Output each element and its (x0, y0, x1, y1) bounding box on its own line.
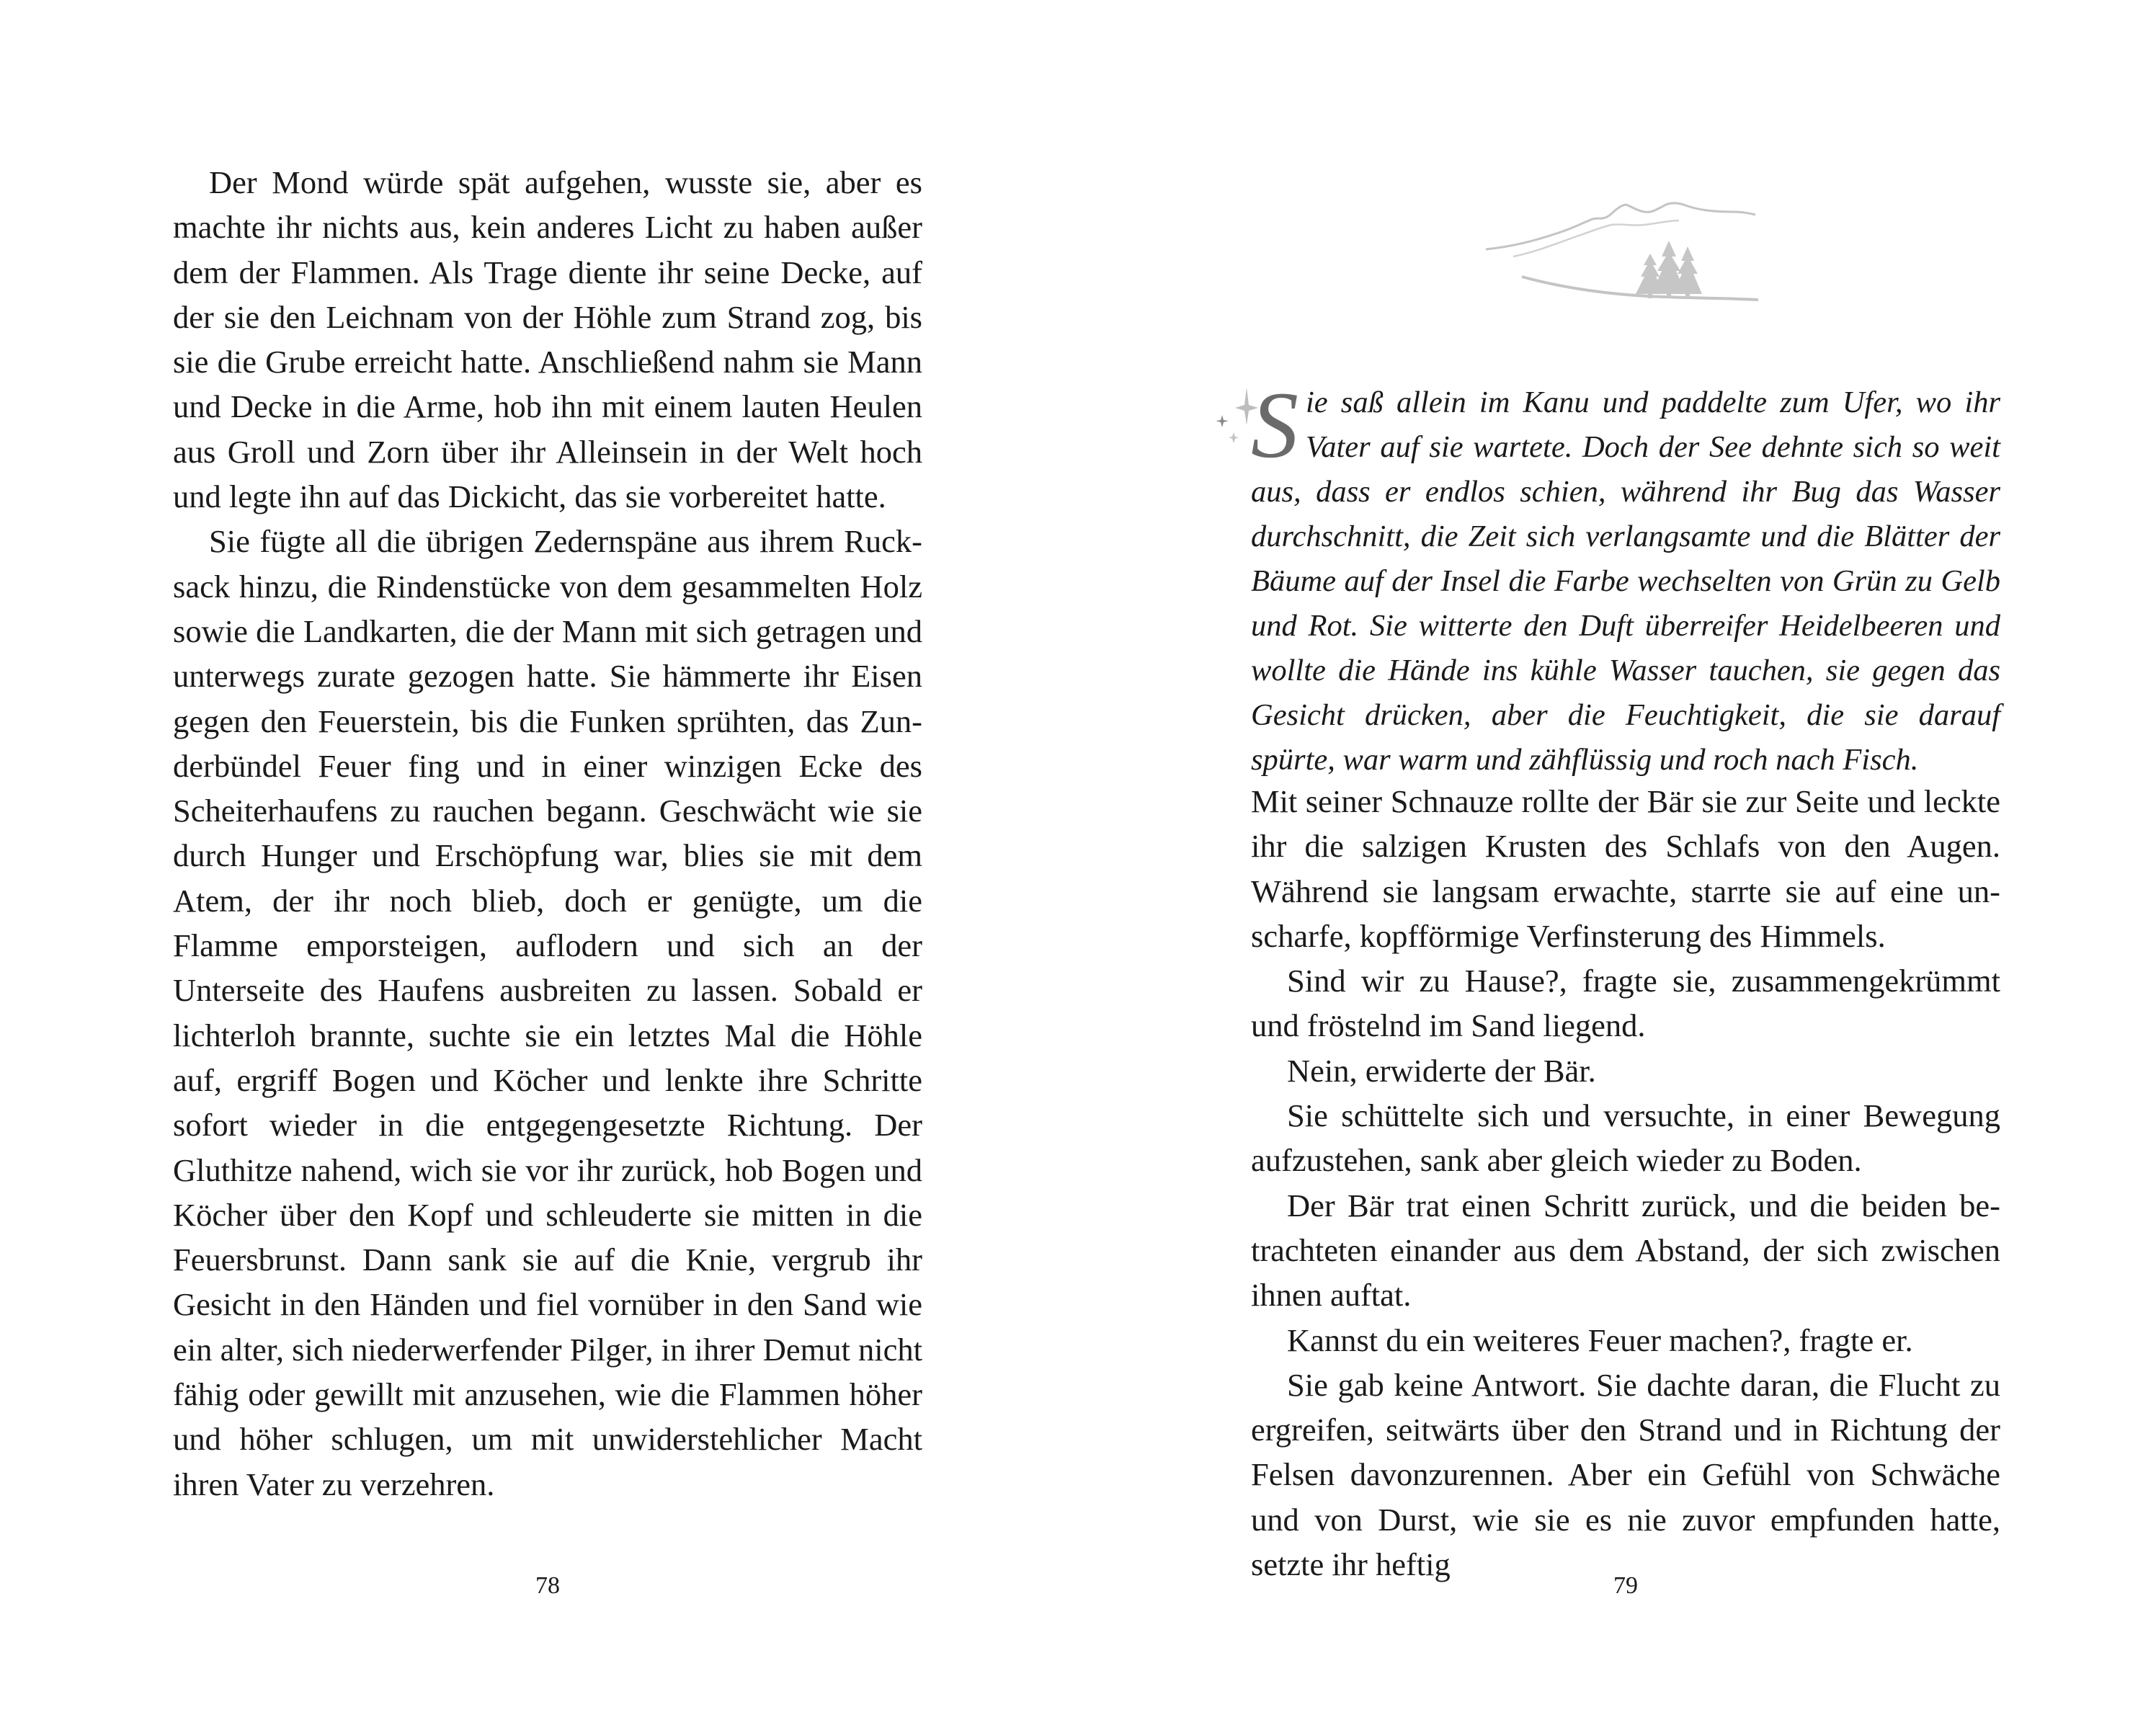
paragraph: Der Mond würde spät aufgehen, wusste sie, aber es machte ihr nichts aus, kein anderes Licht zu haben außer dem der Flammen. Als Trage diente ihr seine Decke, auf der sie den Leichnam von der Höhle zum Strand zog, bis sie die Grube erreicht hatte. Anschließend nahm sie Mann und Decke in die Arme, hob ihn mit einem lauten Heulen aus Groll und Zorn über ihr Alleinsein in der Welt hoch und legte ihn auf das Dickicht, das sie vorbereitet hatte. (173, 164, 922, 515)
paragraph: Sind wir zu Hause?, fragte sie, zusammengekrümmt und fröstelnd im Sand liegend. (1251, 963, 2000, 1044)
drop-cap: S (1251, 372, 1298, 478)
mountain-pine-ornament-icon (1484, 196, 1758, 311)
paragraph: Sie fügte all die übrigen Zedernspäne aus ihrem Rucksack hinzu, die Rindenstücke von dem gesammelten Holz sowie die Landkarten, die der Mann mit sich getragen und unterwegs zurate gezogen hatte. Sie hämmerte ihr Eisen gegen den Feuerstein, bis die Funken sprühten, das Zunderbündel Feuer fing und in einer winzigen Ecke des Scheiterhaufens zu rauchen begann. Geschwächt wie sie durch Hunger und Erschöpfung war, blies sie mit dem Atem, der ihr noch blieb, doch er genügte, um die Flamme emporsteigen, auflodern und sich an der Unterseite des Haufens ausbreiten zu lassen. Sobald er lichterloh brannte, suchte sie ein letztes Mal die Höhle auf, ergriff Bogen und Köcher und lenkte ihre Schritte sofort wieder in die entgegengesetzte Richtung. Der Gluthitze nahend, wich sie vor ihr zurück, hob Bogen und Köcher über den Kopf und schleuderte sie mitten in die Feuersbrunst. Dann sank sie auf die Knie, vergrub ihr Gesicht in den Händen und fiel vornüber in den Sand wie ein alter, sich niederwerfender Pilger, in ihrer Demut nicht fähig oder gewillt mit anzusehen, wie die Flammen höher und höher schlugen, um mit unwiderstehlicher Macht ihren Vater zu verzehren. (173, 523, 922, 1502)
right-page (1078, 0, 2156, 1725)
paragraph: Kannst du ein weiteres Feuer machen?, fragte er. (1287, 1321, 1913, 1358)
page-number-left: 78 (535, 1572, 560, 1599)
paragraph: Sie schüttelte sich und versuchte, in einer Bewegung aufzustehen, sank aber gleich wieder zu Boden. (1251, 1097, 2000, 1179)
paragraph: Mit seiner Schnauze rollte der Bär sie zur Seite und leckte ihr die salzigen Krusten des Schlafs von den Augen. Während sie langsam erwachte, starrte sie auf eine unscharfe, kopfförmige Verfinsterung des Himmels. (1251, 783, 2000, 954)
paragraph: Nein, erwiderte der Bär. (1287, 1052, 1596, 1089)
left-page-body (173, 160, 922, 1507)
right-page-body (1251, 779, 2000, 1587)
page-number-right: 79 (1613, 1572, 1638, 1599)
paragraph: Sie gab keine Antwort. Sie dachte daran, die Flucht zu ergreifen, seitwärts über den Strand und in Richtung der Felsen davonzurennen. Aber ein Gefühl von Schwäche und von Durst, wie sie es nie zuvor empfunden hatte, setzte ihr heftig (1251, 1366, 2000, 1583)
dream-text: ie saß allein im Kanu und paddelte zum Ufer, wo ihr Vater auf sie wartete. Doch der See dehnte sich so weit aus, dass er endlos schien, während ihr Bug das Wasser durchschnitt, die Zeit sich verlangsamte und die Blätter der Bäume auf der Insel die Farbe wechselten von Grün zu Gelb und Rot. Sie witterte den Duft überreifer Heidelbeeren und wollte die Hände ins kühle Wasser tauchen, sie gegen das Gesicht drücken, aber die Feuchtigkeit, die sie darauf spürte, war warm und zähflüssig und roch nach Fisch. (1251, 385, 2000, 777)
dream-passage (1251, 372, 2000, 783)
paragraph: Der Bär trat einen Schritt zurück, und die beiden betrachteten einander aus dem Abstand, der sich zwischen ihnen auftat. (1251, 1187, 2000, 1314)
